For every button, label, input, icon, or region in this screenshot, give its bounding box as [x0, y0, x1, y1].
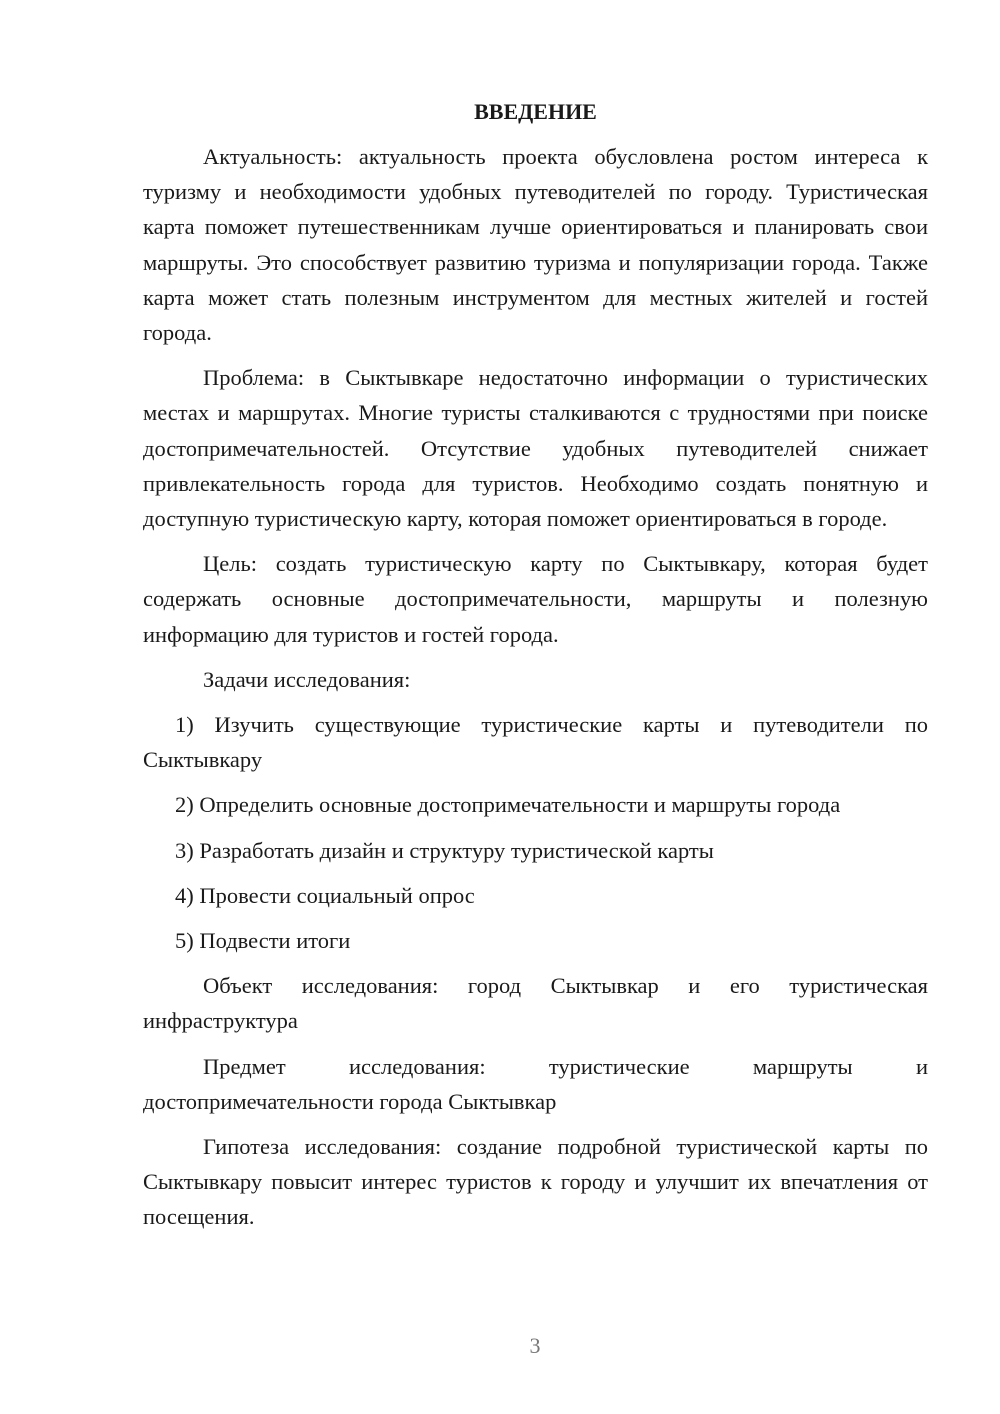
problem-paragraph: Проблема: в Сыктывкаре недостаточно информации о туристических местах и маршрутах. Многие туристы сталкиваются с трудностями при поиске достопримечательностей. Отсутствие удобных путеводителей снижает привлекательность города для туристов. Необходимо создать понятную и доступную туристическую карту, которая поможет ориентироваться в городе. — [143, 365, 928, 532]
page-number: 3 — [529, 1333, 541, 1358]
task-item-1: 1) Изучить существующие туристические карты и путеводители по Сыктывкару — [143, 712, 928, 773]
goal-paragraph: Цель: создать туристическую карту по Сыктывкару, которая будет содержать основные достопримечательности, маршруты и полезную информацию для туристов и гостей города. — [143, 551, 928, 647]
task-item-5: 5) Подвести итоги — [175, 928, 351, 954]
page-content — [143, 94, 928, 1245]
subject-paragraph: Предмет исследования: туристические маршруты и достопримечательности города Сыктывкар — [143, 1053, 928, 1114]
task-item-2: 2) Определить основные достопримечательности и маршруты города — [175, 792, 841, 818]
object-paragraph: Объект исследования: город Сыктывкар и его туристическая инфраструктура — [143, 973, 928, 1034]
hypothesis-paragraph: Гипотеза исследования: создание подробной туристической карты по Сыктывкару повысит интерес туристов к городу и улучшит их впечатления от посещения. — [143, 1134, 928, 1230]
relevance-paragraph: Актуальность: актуальность проекта обусловлена ростом интереса к туризму и необходимости удобных путеводителей по городу. Туристическая карта поможет путешественникам лучше ориентироваться и планировать свои маршруты. Это способствует развитию туризма и популяризации города. Также карта может стать полезным инструментом для местных жителей и гостей города. — [143, 144, 928, 346]
page-title: ВВЕДЕНИЕ — [474, 99, 597, 124]
tasks-heading: Задачи исследования: — [203, 666, 411, 692]
task-item-4: 4) Провести социальный опрос — [175, 882, 475, 908]
task-item-3: 3) Разработать дизайн и структуру туристической карты — [175, 837, 714, 863]
